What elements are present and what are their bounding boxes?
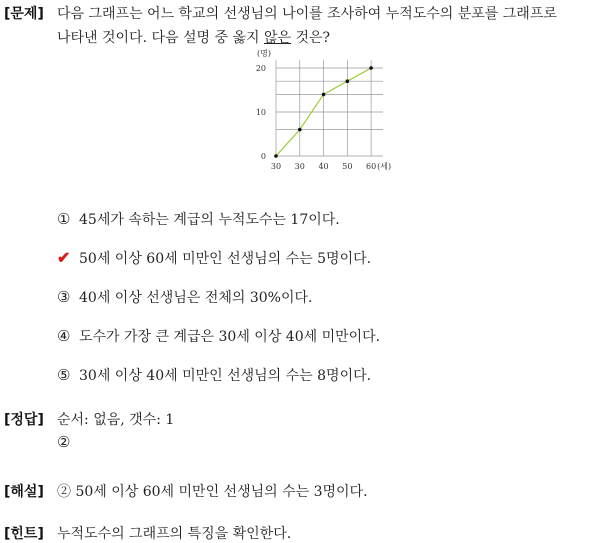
question-text-end: 것은? (291, 30, 331, 46)
option-5-number: ⑤ (57, 366, 71, 384)
data-point (346, 79, 350, 83)
data-point (369, 66, 373, 70)
answer-value: ② (57, 433, 71, 451)
x-tick-label: 30 (294, 162, 305, 171)
problem-label: [문제] (4, 6, 44, 22)
y-axis-label: (명) (257, 49, 271, 58)
y-tick-label: 0 (260, 152, 266, 161)
option-5-text: 30세 이상 40세 미만인 선생님의 수는 8명이다. (79, 368, 372, 384)
option-2-text: 50세 이상 60세 미만인 선생님의 수는 5명이다. (79, 251, 372, 267)
y-tick-label: 10 (255, 108, 266, 117)
option-2[interactable] (57, 248, 371, 268)
x-tick-label: 40 (318, 162, 329, 171)
explanation-text: ② 50세 이상 60세 미만인 선생님의 수는 3명이다. (57, 484, 368, 500)
question-emphasis: 않은 (263, 30, 292, 46)
option-4-number: ④ (57, 327, 71, 345)
explanation-label: [해설] (4, 484, 44, 500)
question-text: 나타낸 것이다. 다음 설명 중 옳지 (57, 30, 264, 46)
checkmark-icon: ✔ (57, 248, 71, 267)
y-tick-label: 20 (255, 64, 266, 73)
option-3[interactable] (57, 287, 312, 307)
hint-text: 누적도수의 그래프의 특징을 확인한다. (57, 526, 292, 542)
hint-label: [힌트] (4, 526, 44, 542)
data-point (274, 154, 278, 158)
option-4-text: 도수가 가장 큰 계급은 30세 이상 40세 미만이다. (79, 329, 381, 345)
x-tick-label: 50 (342, 162, 353, 171)
option-4[interactable] (57, 326, 380, 346)
option-3-number: ③ (57, 288, 71, 306)
answer-label: [정답] (4, 412, 44, 428)
option-3-text: 40세 이상 선생님은 전체의 30%이다. (79, 290, 313, 306)
x-tick-label: 60 (366, 162, 377, 171)
answer-meta: 순서: 없음, 갯수: 1 (57, 412, 175, 428)
option-5[interactable] (57, 365, 371, 385)
data-point (322, 93, 326, 97)
option-1[interactable] (57, 209, 340, 229)
x-tick-label: 30 (270, 162, 282, 171)
option-1-text: 45세가 속하는 계급의 누적도수는 17이다. (79, 212, 340, 228)
cumulative-frequency-chart (250, 48, 400, 176)
question-line-2 (57, 27, 330, 47)
data-point (298, 128, 302, 132)
option-1-number: ① (57, 210, 71, 228)
question-line-1: 다음 그래프는 어느 학교의 선생님의 나이를 조사하여 누적도수의 분포를 그래프로 (57, 6, 557, 22)
chart-grid (276, 60, 383, 156)
x-axis-label: (세) (377, 162, 392, 171)
